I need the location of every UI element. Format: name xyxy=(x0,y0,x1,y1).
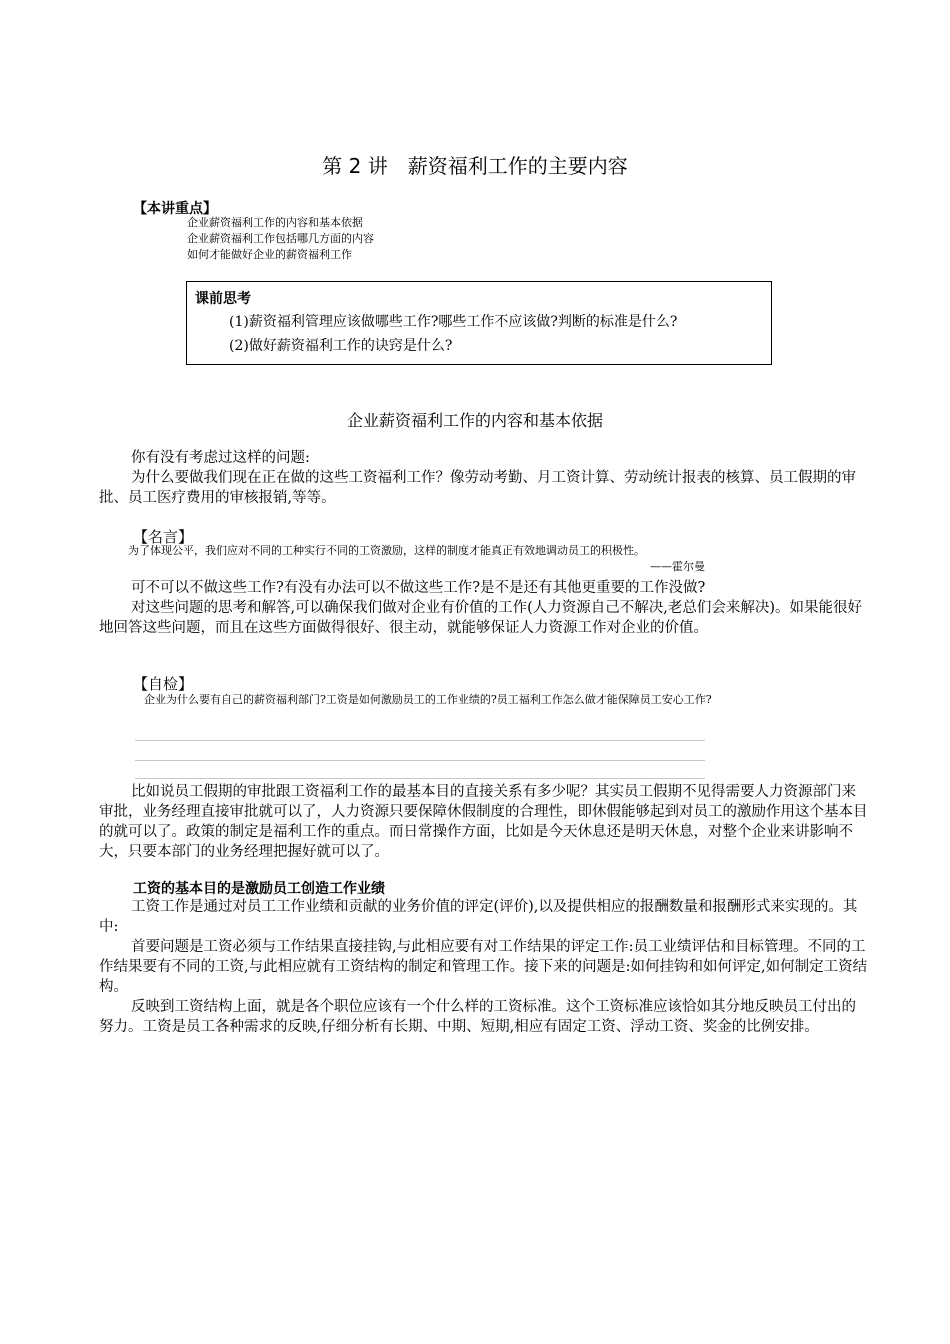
wage-paragraph: 首要问题是工资必须与工作结果直接挂钩,与此相应要有对工作结果的评定工作:员工业绩评估和目标管理。不同的工作结果要有不同的工资,与此相应就有工资结构的制定和管理工作。接下来的问题是:如何挂钩和如何评定,如何制定工资结构。 xyxy=(99,939,868,995)
answer-line xyxy=(135,778,705,779)
key-point-item: 如何才能做好企业的薪资福利工作 xyxy=(187,248,352,261)
body-paragraph: 可不可以不做这些工作?有没有办法可以不做这些工作?是不是还有其他更重要的工作没做? xyxy=(131,580,706,596)
self-check-question: 企业为什么要有自己的薪资福利部门?工资是如何激励员工的工作业绩的?员工福利工作怎么做才能保障员工安心工作? xyxy=(144,693,712,706)
key-point-item: 企业薪资福利工作的内容和基本依据 xyxy=(187,216,363,229)
pre-thinking-box xyxy=(186,281,772,365)
answer-line xyxy=(135,740,705,741)
quote-text: 为了体现公平，我们应对不同的工种实行不同的工资激励，这样的制度才能真正有效地调动员工的积极性。 xyxy=(128,544,645,557)
intro-paragraph: 你有没有考虑过这样的问题: xyxy=(131,450,310,466)
key-points-heading: 【本讲重点】 xyxy=(133,201,217,217)
body-paragraph: 对这些问题的思考和解答,可以确保我们做对企业有价值的工作(人力资源自己不解决,老总们会来解决)。如果能很好地回答这些问题，而且在这些方面做得很好、很主动，就能够保证人力资源工作对企业的价值。 xyxy=(99,600,863,636)
wage-section-heading: 工资的基本目的是激励员工创造工作业绩 xyxy=(133,881,385,897)
pre-thinking-question: (1)薪资福利管理应该做哪些工作?哪些工作不应该做?判断的标准是什么? xyxy=(229,314,678,330)
intro-paragraph: 为什么要做我们现在正在做的这些工资福利工作？像劳动考勤、月工资计算、劳动统计报表的核算、员工假期的审批、员工医疗费用的审核报销,等等。 xyxy=(99,470,856,506)
self-check-heading: 【自检】 xyxy=(133,675,194,693)
pre-thinking-heading: 课前思考 xyxy=(195,291,251,307)
quote-heading: 【名言】 xyxy=(133,528,194,546)
wage-paragraph: 反映到工资结构上面，就是各个职位应该有一个什么样的工资标准。这个工资标准应该恰如其分地反映员工付出的努力。工资是员工各种需求的反映,仔细分析有长期、中期、短期,相应有固定工资、浮动工资、奖金的比例安排。 xyxy=(99,999,856,1035)
page-title: 第 2 讲 薪资福利工作的主要内容 xyxy=(322,154,628,178)
key-point-item: 企业薪资福利工作包括哪几方面的内容 xyxy=(187,232,374,245)
pre-thinking-question: (2)做好薪资福利工作的诀窍是什么? xyxy=(229,338,453,354)
quote-author: ——霍尔曼 xyxy=(650,560,705,573)
body-paragraph: 比如说员工假期的审批跟工资福利工作的最基本目的直接关系有多少呢？其实员工假期不见得需要人力资源部门来审批，业务经理直接审批就可以了，人力资源只要保障休假制度的合理性，即休假能够起到对员工的激励作用这个基本目的就可以了。政策的制定是福利工作的重点。而日常操作方面，比如是今天休息还是明天休息，对整个企业来讲影响不大，只要本部门的业务经理把握好就可以了。 xyxy=(99,784,868,860)
wage-paragraph: 工资工作是通过对员工工作业绩和贡献的业务价值的评定(评价),以及提供相应的报酬数量和报酬形式来实现的。其中: xyxy=(99,899,858,935)
section-title: 企业薪资福利工作的内容和基本依据 xyxy=(346,411,603,430)
answer-line xyxy=(135,760,705,761)
